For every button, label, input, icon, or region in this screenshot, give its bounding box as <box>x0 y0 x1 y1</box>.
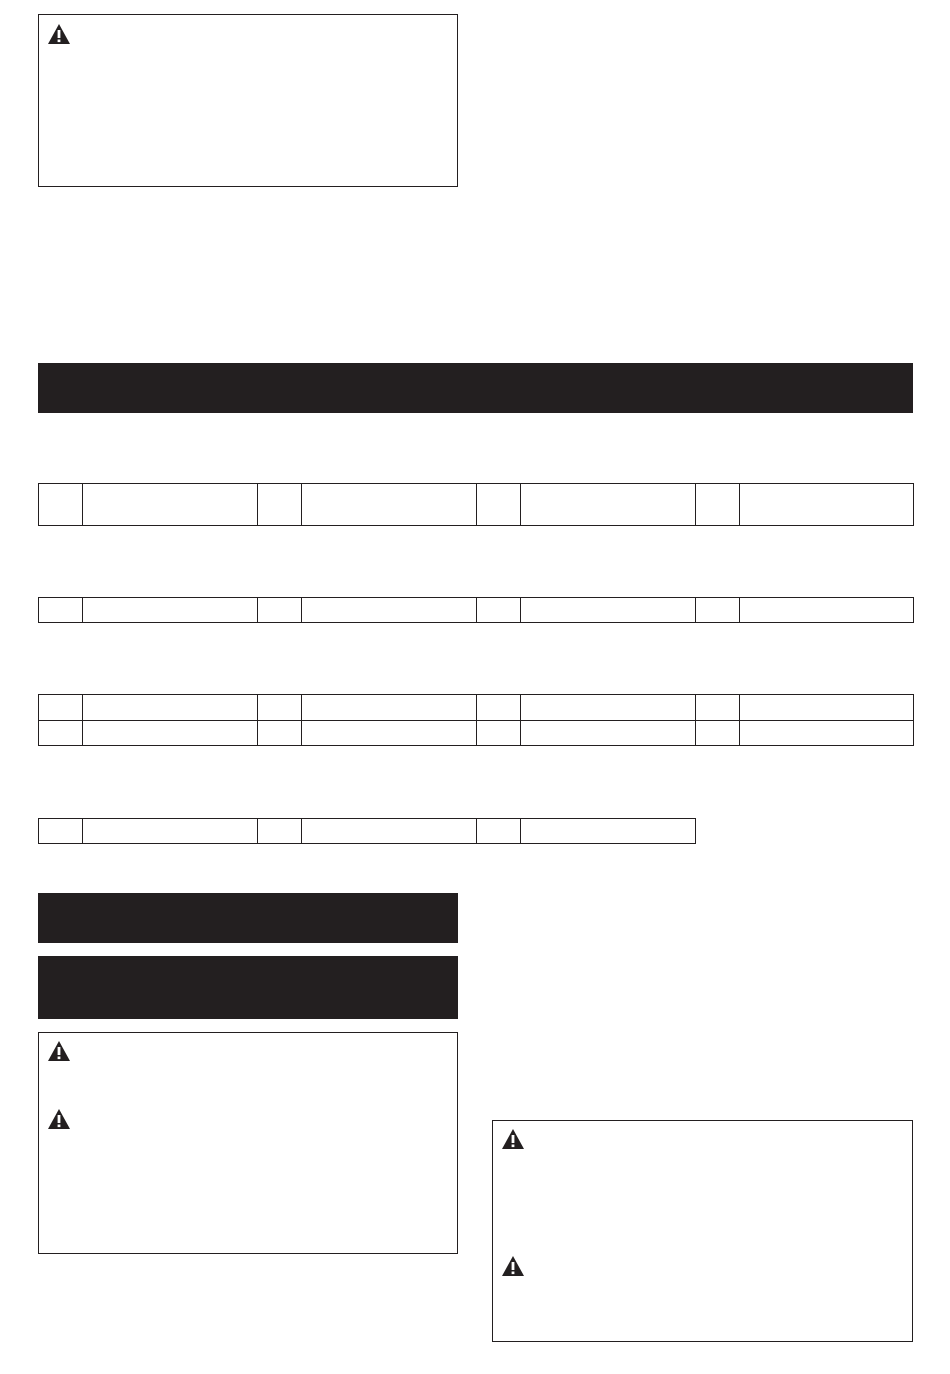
table-cell <box>39 819 83 844</box>
table-cell <box>740 598 914 623</box>
table-cell <box>477 819 521 844</box>
table-cell <box>521 598 696 623</box>
table-cell <box>39 484 83 526</box>
table-cell <box>83 598 258 623</box>
parts-table-1 <box>38 483 914 526</box>
table-cell <box>83 720 258 746</box>
table-cell <box>302 720 477 746</box>
table-cell <box>740 695 914 721</box>
table-cell <box>696 720 740 746</box>
warning-box-bottom-right <box>492 1120 913 1342</box>
warning-triangle-icon <box>47 23 71 45</box>
table-cell <box>740 720 914 746</box>
table-cell <box>521 695 696 721</box>
table-cell <box>83 819 258 844</box>
table-cell <box>740 484 914 526</box>
left-heading-bar-1 <box>38 893 458 943</box>
parts-table-4 <box>38 818 696 844</box>
table-cell <box>302 695 477 721</box>
table-cell <box>696 484 740 526</box>
table-cell <box>521 819 696 844</box>
table-cell <box>477 484 521 526</box>
warning-box-bottom-left <box>38 1032 458 1254</box>
table-row <box>39 695 914 721</box>
parts-table-3 <box>38 694 914 746</box>
table-cell <box>258 819 302 844</box>
table-cell <box>521 484 696 526</box>
table-row <box>39 598 914 623</box>
table-row <box>39 720 914 746</box>
table-cell <box>258 695 302 721</box>
warning-triangle-icon <box>47 1108 71 1130</box>
table-cell <box>477 695 521 721</box>
table-cell <box>696 598 740 623</box>
table-cell <box>302 484 477 526</box>
table-cell <box>39 695 83 721</box>
table-cell <box>258 720 302 746</box>
table-cell <box>302 598 477 623</box>
table-cell <box>83 695 258 721</box>
table-row <box>39 484 914 526</box>
table-cell <box>477 598 521 623</box>
section-heading-bar <box>38 363 913 413</box>
warning-triangle-icon <box>501 1128 525 1150</box>
table-cell <box>521 720 696 746</box>
parts-table-2 <box>38 597 914 623</box>
table-cell <box>83 484 258 526</box>
left-heading-bar-2 <box>38 956 458 1019</box>
table-cell <box>696 695 740 721</box>
table-cell <box>302 819 477 844</box>
table-cell <box>39 598 83 623</box>
table-row <box>39 819 696 844</box>
table-cell <box>258 484 302 526</box>
table-cell <box>39 720 83 746</box>
warning-triangle-icon <box>501 1255 525 1277</box>
table-cell <box>258 598 302 623</box>
warning-box-top <box>38 14 458 187</box>
warning-triangle-icon <box>47 1040 71 1062</box>
table-cell <box>477 720 521 746</box>
